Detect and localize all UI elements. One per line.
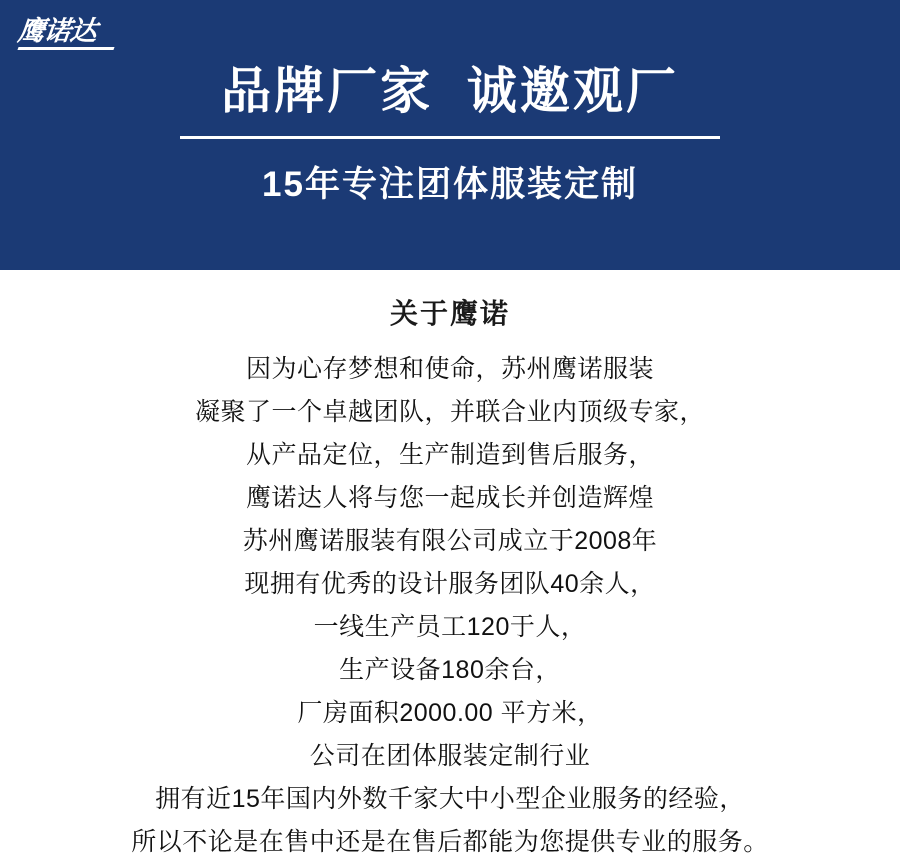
about-line: 现拥有优秀的设计服务团队40余人， [244,570,656,598]
about-line: 因为心存梦想和使命，苏州鹰诺服装 [245,355,654,383]
about-line: 苏州鹰诺服装有限公司成立于2008年 [242,527,658,555]
about-line: 一线生产员工120于人， [313,613,587,641]
hero-subtitle: 15年专注团体服装定制 [262,165,638,205]
about-line: 厂房面积2000.00 平方米， [297,699,603,727]
about-line: 凝聚了一个卓越团队，并联合业内顶级专家， [194,398,705,426]
about-line: 从产品定位，生产制造到售后服务， [245,441,654,469]
hero-banner-content [0,0,900,270]
hero-title: 品牌厂家 诚邀观厂 [221,62,679,119]
hero-banner [0,0,900,270]
about-line: 拥有近15年国内外数千家大中小型企业服务的经验， [155,785,745,813]
about-line: 所以不论是在售中还是在售后都能为您提供专业的服务。 [131,828,769,856]
about-heading: 关于鹰诺 [389,298,510,329]
hero-divider [180,136,720,139]
brand-logo-text: 鹰诺达 [16,16,98,46]
about-line: 生产设备180余台， [339,656,561,684]
about-line: 鹰诺达人将与您一起成长并创造辉煌 [245,484,654,512]
about-line: 公司在团体服装定制行业 [309,742,591,770]
about-section [0,270,900,864]
